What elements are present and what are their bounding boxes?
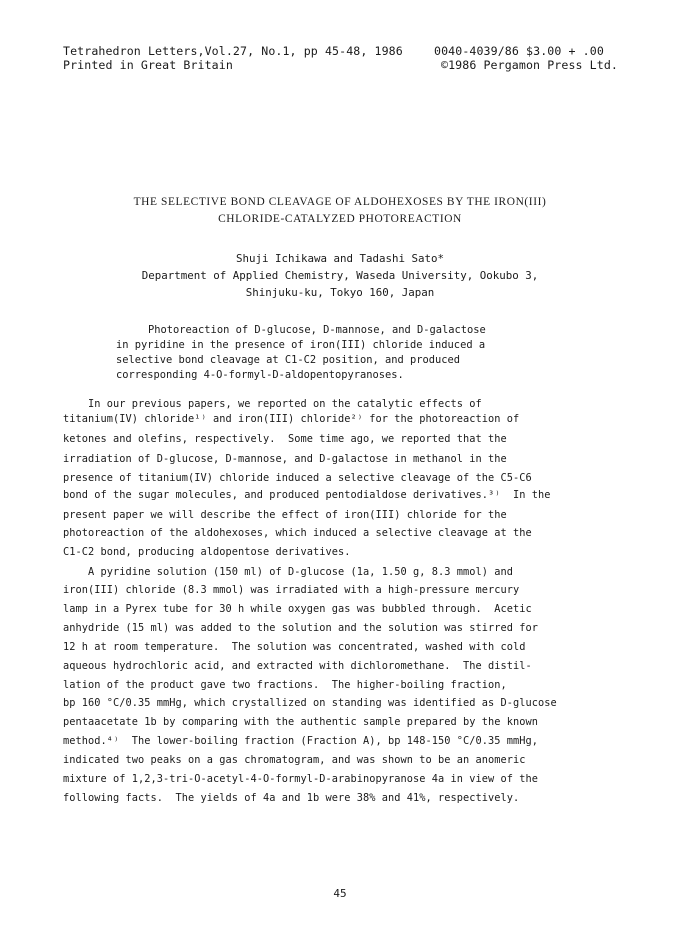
body-line: mixture of 1,2,3-tri-O-acetyl-4-O-formyl-D-arabinopyranose 4a in view of the [63, 773, 538, 785]
abstract-line-2: in pyridine in the presence of iron(III) chloride induced a [116, 339, 486, 351]
issn-price: 0040-4039/86 $3.00 + .00 [434, 44, 604, 58]
body-line: bp 160 °C/0.35 mmHg, which crystallized on standing was identified as D-glucose [63, 697, 557, 709]
body-line: bond of the sugar molecules, and produced pentodialdose derivatives.³⁾ In the [63, 489, 551, 501]
abstract-line-4: corresponding 4-O-formyl-D-aldopentopyranoses. [116, 369, 404, 381]
affiliation-line-1: Department of Applied Chemistry, Waseda University, Ookubo 3, [141, 269, 539, 282]
body-line: lamp in a Pyrex tube for 30 h while oxygen gas was bubbled through. Acetic [63, 603, 532, 615]
journal-citation: Tetrahedron Letters,Vol.27, No.1, pp 45-48, 1986 [63, 44, 403, 58]
body-line: presence of titanium(IV) chloride induced a selective cleavage of the C5-C6 [63, 472, 532, 484]
body-line: aqueous hydrochloric acid, and extracted with dichloromethane. The distil- [63, 660, 532, 672]
article-title-line-1: THE SELECTIVE BOND CLEAVAGE OF ALDOHEXOSES BY THE IRON(III) [133, 196, 547, 208]
body-line: ketones and olefins, respectively. Some time ago, we reported that the [63, 433, 507, 445]
abstract-line-1: Photoreaction of D-glucose, D-mannose, and D-galactose [148, 324, 486, 336]
copyright: ©1986 Pergamon Press Ltd. [441, 58, 619, 72]
body-line: 12 h at room temperature. The solution was concentrated, washed with cold [63, 641, 526, 653]
body-line: pentaacetate 1b by comparing with the authentic sample prepared by the known [63, 716, 538, 728]
body-line: indicated two peaks on a gas chromatogram, and was shown to be an anomeric [63, 754, 526, 766]
body-line: titanium(IV) chloride¹⁾ and iron(III) chloride²⁾ for the photoreaction of [63, 413, 520, 425]
body-line: A pyridine solution (150 ml) of D-glucose (1a, 1.50 g, 8.3 mmol) and [63, 566, 513, 578]
body-line: lation of the product gave two fractions. The higher-boiling fraction, [63, 679, 507, 691]
body-line: following facts. The yields of 4a and 1b were 38% and 41%, respectively. [63, 792, 520, 804]
affiliation-line-2: Shinjuku-ku, Tokyo 160, Japan [245, 286, 435, 299]
body-line: photoreaction of the aldohexoses, which induced a selective cleavage at the [63, 527, 532, 539]
article-title-line-2: CHLORIDE-CATALYZED PHOTOREACTION [218, 213, 462, 225]
authors: Shuji Ichikawa and Tadashi Sato* [235, 252, 444, 265]
page-number: 45 [333, 887, 347, 900]
body-line: irradiation of D-glucose, D-mannose, and D-galactose in methanol in the [63, 453, 507, 465]
body-line: iron(III) chloride (8.3 mmol) was irradiated with a high-pressure mercury [63, 584, 520, 596]
body-line: present paper we will describe the effect of iron(III) chloride for the [63, 509, 507, 521]
body-line: In our previous papers, we reported on the catalytic effects of [63, 398, 482, 410]
printed-in: Printed in Great Britain [63, 58, 233, 72]
body-line: anhydride (15 ml) was added to the solution and the solution was stirred for [63, 622, 538, 634]
body-line: C1-C2 bond, producing aldopentose derivatives. [63, 546, 351, 558]
abstract-line-3: selective bond cleavage at C1-C2 position, and produced [116, 354, 461, 366]
body-line: method.⁴⁾ The lower-boiling fraction (Fraction A), bp 148-150 °C/0.35 mmHg, [63, 735, 538, 747]
